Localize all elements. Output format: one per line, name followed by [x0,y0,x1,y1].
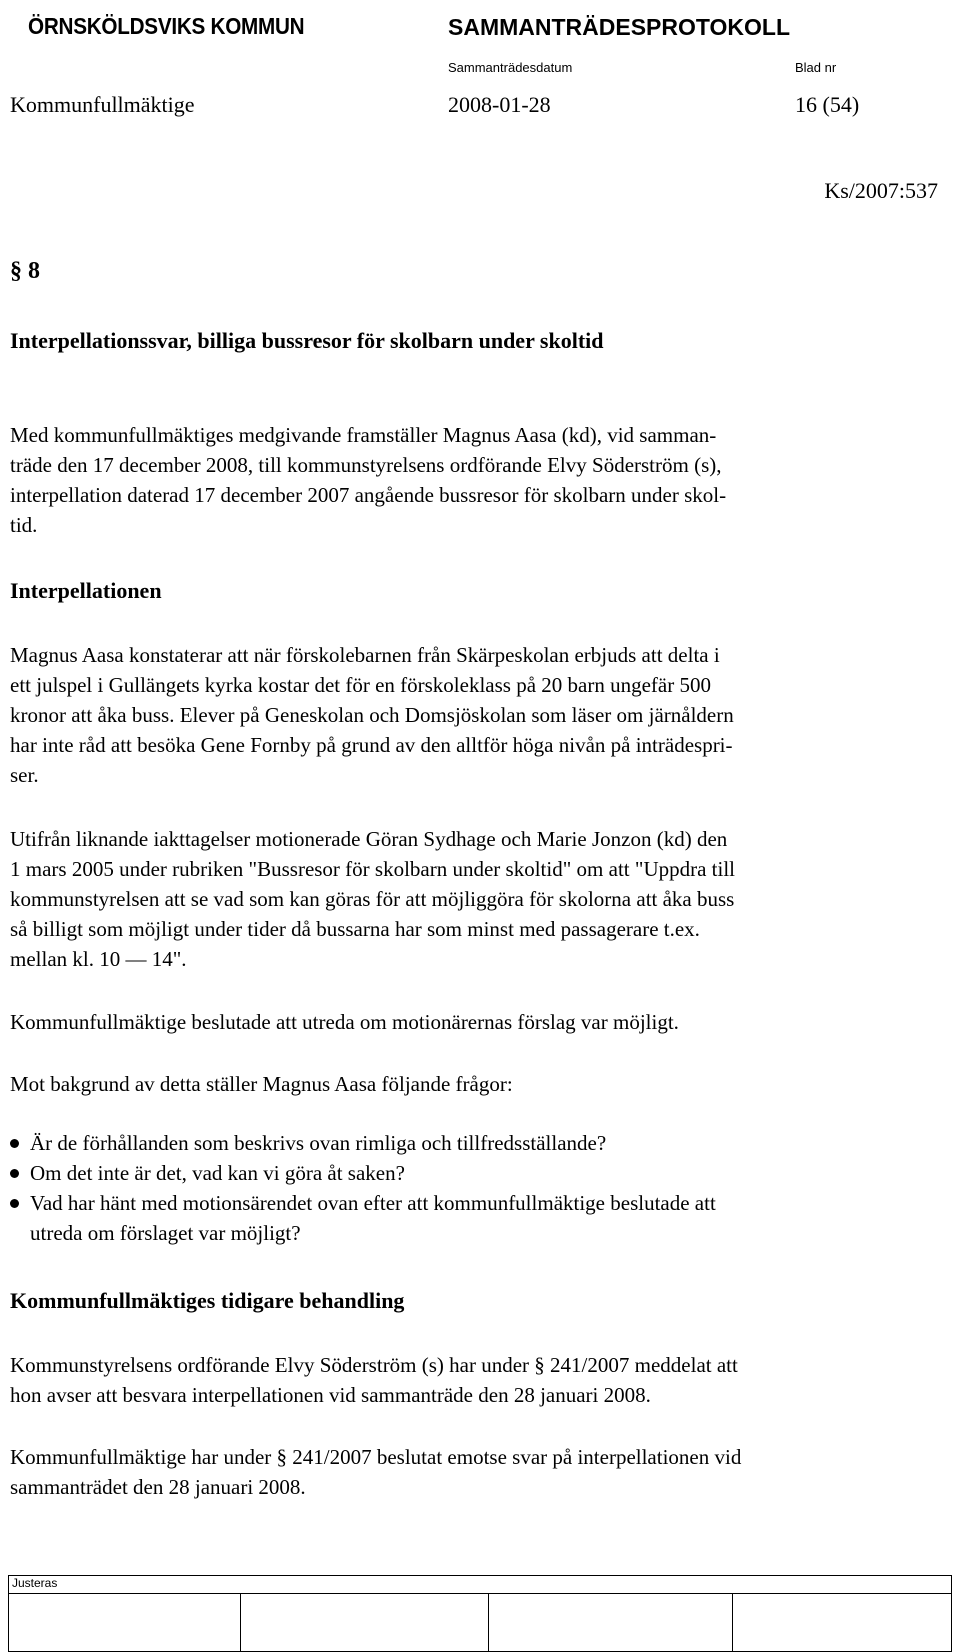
text-line: interpellation daterad 17 december 2007 angående bussresor för skolbarn under skol- [10,483,727,507]
text-line: Kommunfullmäktige beslutade att utreda om motionärernas förslag var möjligt. [10,1010,679,1034]
text-line: träde den 17 december 2008, till kommunstyrelsens ordförande Elvy Söderström (s), [10,453,722,477]
committee-name: Kommunfullmäktige [10,92,195,117]
signature-cell [489,1593,733,1651]
justeras-label: Justeras [12,1576,58,1590]
text-line: Om det inte är det, vad kan vi göra åt saken? [30,1161,405,1185]
text-line: Mot bakgrund av detta ställer Magnus Aasa följande frågor: [10,1072,513,1096]
text-line: Kommunstyrelsens ordförande Elvy Söderström (s) har under § 241/2007 meddelat att [10,1353,738,1377]
signature-cell [241,1593,489,1651]
text-line: så billigt som möjligt under tider då bussarna har som minst med passagerare t.ex. [10,917,700,941]
text-line: ett julspel i Gullängets kyrka kostar det för en förskoleklass på 20 barn ungefär 500 [10,673,711,697]
text-line: Magnus Aasa konstaterar att när förskolebarnen från Skärpeskolan erbjuds att delta i [10,643,720,667]
list-item [10,1188,950,1248]
paragraph-number: § 8 [10,258,40,284]
paragraph-5 [10,1350,950,1410]
text-line: kommunstyrelsen att se vad som kan göras för att möjliggöra för skolorna att åka buss [10,887,735,911]
intro-paragraph [10,420,950,540]
bullet-icon [10,1199,19,1208]
section-heading-history: Kommunfullmäktiges tidigare behandling [10,1288,405,1313]
page-number: 16 (54) [795,92,860,117]
questions-list [10,1128,950,1248]
section-heading-interpellation: Interpellationen [10,578,162,603]
bullet-icon [10,1169,19,1178]
text-line: utreda om förslaget var möjligt? [30,1221,301,1245]
text-line: kronor att åka buss. Elever på Geneskolan och Domsjöskolan som läser om järnåldern [10,703,734,727]
text-line: Med kommunfullmäktiges medgivande framställer Magnus Aasa (kd), vid samman- [10,423,717,447]
text-line: hon avser att besvara interpellationen vid sammanträde den 28 januari 2008. [10,1383,651,1407]
text-line: har inte råd att besöka Gene Fornby på grund av den alltför höga nivån på inträdespri- [10,733,733,757]
signature-cell [9,1593,241,1651]
list-item [10,1128,950,1158]
date-label: Sammanträdesdatum [448,60,573,75]
text-line: mellan kl. 10 — 14". [10,947,187,971]
signature-box [8,1575,952,1652]
text-line: tid. [10,513,38,537]
page-label: Blad nr [795,60,837,75]
text-line: Är de förhållanden som beskrivs ovan rimliga och tillfredsställande? [30,1131,607,1155]
text-line: sammanträdet den 28 januari 2008. [10,1475,306,1499]
paragraph-3 [10,1007,950,1037]
text-line: Vad har hänt med motionsärendet ovan efter att kommunfullmäktige beslutade att [30,1191,716,1215]
text-line: 1 mars 2005 under rubriken "Bussresor för skolbarn under skoltid" om att "Uppdra till [10,857,736,881]
text-line: Utifrån liknande iakttagelser motionerade Göran Sydhage och Marie Jonzon (kd) den [10,827,728,851]
document-type: SAMMANTRÄDESPROTOKOLL [448,14,791,40]
text-line: Kommunfullmäktige har under § 241/2007 beslutat emotse svar på interpellationen vid [10,1445,742,1469]
organization-name: ÖRNSKÖLDSVIKS KOMMUN [28,12,305,39]
bullet-icon [10,1139,19,1148]
paragraph-6 [10,1442,950,1502]
paragraph-4 [10,1069,950,1099]
list-item [10,1158,950,1188]
case-reference: Ks/2007:537 [824,178,938,203]
page-title: Interpellationssvar, billiga bussresor för skolbarn under skoltid [10,328,604,353]
meeting-date: 2008-01-28 [448,92,551,117]
paragraph-2 [10,824,950,974]
paragraph-1 [10,640,950,790]
text-line: ser. [10,763,39,787]
municipality-logo [20,8,320,44]
